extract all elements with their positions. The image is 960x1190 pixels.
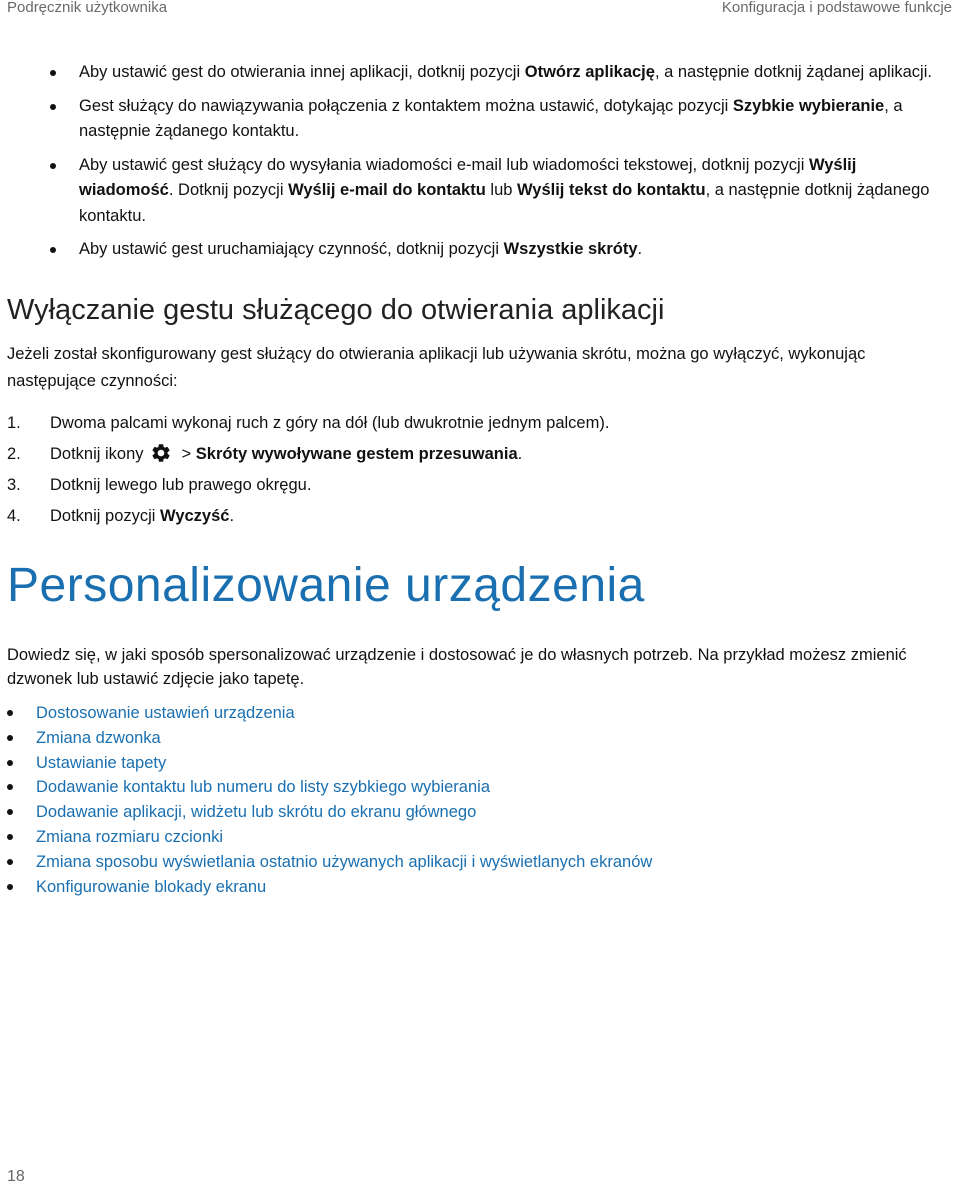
section-intro: Jeżeli został skonfigurowany gest służący do otwierania aplikacji lub używania skrótu, można go wyłączyć, wykonując następujące czynności: — [7, 345, 866, 390]
link-screen-lock[interactable]: Konfigurowanie blokady ekranu — [36, 877, 267, 896]
step-item: 3. Dotknij lewego lub prawego okręgu. — [7, 476, 312, 494]
list-item — [7, 825, 652, 850]
header-right: Konfiguracja i podstawowe funkcje — [721, 0, 952, 16]
link-speed-dial[interactable]: Dodawanie kontaktu lub numeru do listy szybkiego wybierania — [36, 778, 490, 797]
step-item: 1. Dwoma palcami wykonaj ruch z góry na dół (lub dwukrotnie jednym palcem). — [7, 414, 610, 432]
link-home-screen[interactable]: Dodawanie aplikacji, widżetu lub skrótu do ekranu głównego — [36, 803, 477, 822]
link-font-size[interactable]: Zmiana rozmiaru czcionki — [36, 827, 224, 846]
gesture-options-list — [50, 60, 950, 271]
personalize-intro: Dowiedz się, w jaki sposób spersonalizować urządzenie i dostosować je do własnych potrzeb. Na przykład możesz zmienić dzwonek lub ustawić zdjęcie jako tapetę. — [7, 646, 907, 688]
list-item: Aby ustawić gest służący do wysyłania wiadomości e-mail lub wiadomości tekstowej, dotknij pozycji Wyślij wiadomość. Dotknij pozycji Wyślij e-mail do kontaktu lub Wyślij tekst do kontaktu, a następnie dotknij żądanego kontaktu. — [50, 153, 950, 230]
list-item — [7, 850, 652, 875]
section-title: Wyłączanie gestu służącego do otwierania aplikacji — [7, 294, 665, 326]
step-item: 2. Dotknij ikony > Skróty wywoływane gestem przesuwania. — [7, 441, 907, 472]
list-item — [7, 726, 652, 751]
page-number: 18 — [7, 1168, 25, 1185]
list-item — [7, 775, 652, 800]
link-ringtone[interactable]: Zmiana dzwonka — [36, 728, 161, 747]
gear-icon — [150, 442, 172, 464]
page-title: Personalizowanie urządzenia — [7, 559, 645, 612]
header-left: Podręcznik użytkownika — [7, 0, 168, 16]
topic-links-list — [7, 701, 652, 899]
step-item: 4. Dotknij pozycji Wyczyść. — [7, 507, 235, 525]
steps-list — [7, 410, 907, 534]
link-recent-apps[interactable]: Zmiana sposobu wyświetlania ostatnio używanych aplikacji i wyświetlanych ekranów — [36, 852, 653, 871]
link-wallpaper[interactable]: Ustawianie tapety — [36, 753, 167, 772]
link-device-settings[interactable]: Dostosowanie ustawień urządzenia — [36, 704, 295, 722]
list-item — [7, 751, 652, 776]
list-item — [7, 875, 652, 900]
list-item: Aby ustawić gest uruchamiający czynność, dotknij pozycji Wszystkie skróty. — [50, 237, 950, 263]
list-item: Aby ustawić gest do otwierania innej aplikacji, dotknij pozycji Otwórz aplikację, a następnie dotknij żądanej aplikacji. — [50, 60, 950, 86]
list-item: Gest służący do nawiązywania połączenia z kontaktem można ustawić, dotykając pozycji Szybkie wybieranie, a następnie żądanego kontaktu. — [50, 94, 950, 145]
list-item — [7, 800, 652, 825]
list-item — [7, 701, 652, 726]
